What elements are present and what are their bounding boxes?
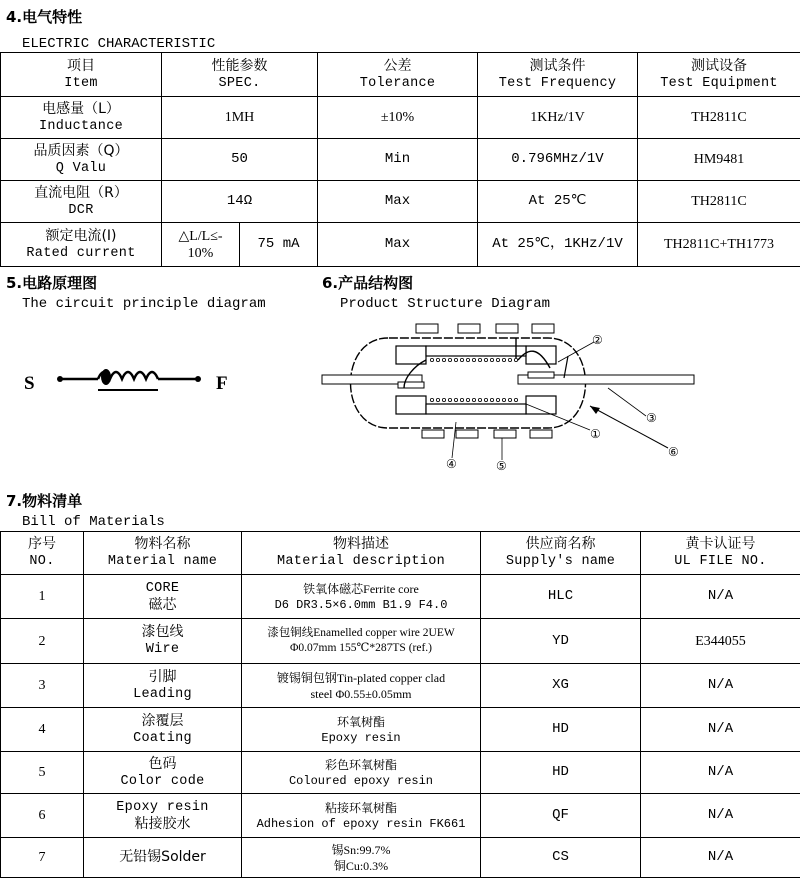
section6-heading: 6.产品结构图 xyxy=(322,274,414,292)
section5-subheading: The circuit principle diagram xyxy=(22,296,266,312)
header-cell: 性能参数 SPEC. xyxy=(162,53,318,97)
table-row: 品质因素（Q） Q Valu 50 Min 0.796MHz/1V HM9481 xyxy=(1,139,800,181)
header-cell: 项目 Item xyxy=(1,53,162,97)
header-cell: 公差 Tolerance xyxy=(318,53,478,97)
circuit-diagram xyxy=(0,360,260,410)
header-cell: 测试条件 Test Frequency xyxy=(478,53,638,97)
table-header-row: 序号 NO. 物料名称 Material name 物料描述 Material description 供应商名称 Supply's name 黄卡认证号 UL FILE NO. xyxy=(1,532,800,575)
finish-label: F xyxy=(216,373,228,394)
callout-5: ⑤ xyxy=(496,459,507,473)
callout-4: ④ xyxy=(446,457,457,471)
header-cell: 测试设备 Test Equipment xyxy=(638,53,800,97)
table-row: 6 Epoxy resin 粘接胶水 粘接环氧树酯 Adhesion of epoxy resin FK661 QF N/A xyxy=(1,794,800,838)
table-row: 额定电流(I) Rated current △L/L≤- 10% 75 mA Max At 25℃，1KHz/1V TH2811C+TH1773 xyxy=(1,223,800,267)
table-row: 1 CORE 磁芯 铁氧体磁芯Ferrite core D6 DR3.5×6.0mm B1.9 F4.0 HLC N/A xyxy=(1,575,800,619)
start-label: S xyxy=(24,373,35,394)
table-row: 直流电阻（R） DCR 14Ω Max At 25℃ TH2811C xyxy=(1,181,800,223)
section6-subheading: Product Structure Diagram xyxy=(340,296,551,312)
table-row: 3 引脚 Leading 镀锡铜包钢Tin-plated copper clad steel Φ0.55±0.05mm XG N/A xyxy=(1,664,800,708)
electric-characteristic-table xyxy=(0,52,800,267)
section7-subheading: Bill of Materials xyxy=(22,514,165,530)
table-row: 4 涂覆层 Coating 环氧树酯 Epoxy resin HD N/A xyxy=(1,708,800,752)
table-header-row xyxy=(1,53,800,97)
table-row: 2 漆包线 Wire 漆包铜线Enamelled copper wire 2UEW Φ0.07mm 155℃*287TS (ref.) YD E344055 xyxy=(1,619,800,664)
callout-1: ① xyxy=(590,427,601,441)
section4-subheading: ELECTRIC CHARACTERISTIC xyxy=(22,36,216,52)
bill-of-materials-table xyxy=(0,531,800,878)
table-row: 7 无铅锡Solder 锡Sn:99.7% 铜Cu:0.3% CS N/A xyxy=(1,838,800,878)
table-row: 电感量（L） Inductance 1MH ±10% 1KHz/1V TH2811C xyxy=(1,97,800,139)
section7-heading: 7.物料清单 xyxy=(6,492,83,510)
product-structure-diagram xyxy=(318,318,698,478)
callout-2: ② xyxy=(592,333,603,347)
callout-3: ③ xyxy=(646,411,657,425)
table-row: 5 色码 Color code 彩色环氧树酯 Coloured epoxy resin HD N/A xyxy=(1,752,800,794)
section4-heading: 4.电气特性 xyxy=(6,8,83,26)
section5-heading: 5.电路原理图 xyxy=(6,274,98,292)
callout-6: ⑥ xyxy=(668,445,679,459)
